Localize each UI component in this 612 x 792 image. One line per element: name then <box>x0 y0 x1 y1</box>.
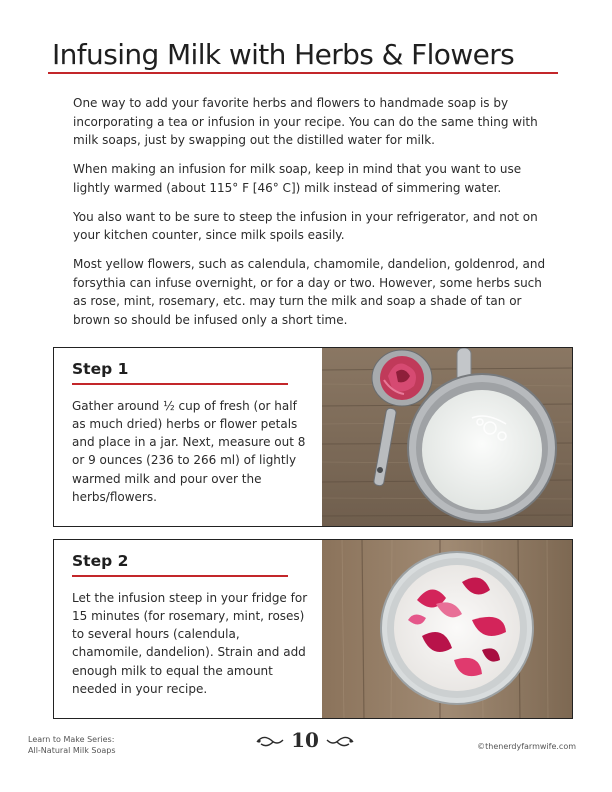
step-2-body: Let the infusion steep in your fridge for 15 minutes (for rosemary, mint, roses) to several hours (calendula, chamomile, dandelion). Strain and add enough milk to equal the amount needed in your recipe. <box>72 590 308 696</box>
intro-paragraph: Most yellow flowers, such as calendula, chamomile, dandelion, goldenrod, and forsythia can infuse overnight, or for a day or two. However, some herbs such as rose, mint, rosemary, etc. may turn the milk and soap a shade of tan or brown so should be infused only a short time. <box>73 256 546 328</box>
step-1-card <box>53 347 573 527</box>
step-1-body: Gather around ½ cup of fresh (or half as much dried) herbs or flower petals and place in a jar. Next, measure out 8 or 9 ounces (236 to 266 ml) of lightly warmed milk and pour over the herbs/flowers. <box>72 398 306 504</box>
milk-saucepan-with-rose-petals-illustration <box>322 348 572 526</box>
page-title: Infusing Milk with Herbs & Flowers <box>52 38 515 71</box>
intro-paragraph: One way to add your favorite herbs and flowers to handmade soap is by incorporating a tea or infusion in your recipe. You can do the same thing with milk soaps, just by swapping out the distilled water for milk. <box>73 96 538 148</box>
step-2-card <box>53 539 573 719</box>
step-1-title: Step 1 <box>72 360 129 378</box>
title-underline <box>48 72 558 74</box>
milk-jar-photo <box>322 540 572 718</box>
series-label <box>28 734 116 756</box>
page-number: 10 <box>291 728 319 752</box>
series-line-2: All-Natural Milk Soaps <box>28 746 116 755</box>
page-number-ornament <box>255 728 355 754</box>
intro-paragraph: When making an infusion for milk soap, keep in mind that you want to use lightly warmed (about 115° F [46° C]) milk instead of simmering water. <box>73 162 522 195</box>
milk-saucepan-photo <box>322 348 572 526</box>
step-2-title: Step 2 <box>72 552 129 570</box>
step-2-underline <box>72 575 288 577</box>
step-1-underline <box>72 383 288 385</box>
website-credit[interactable]: ©thenerdyfarmwife.com <box>477 742 576 751</box>
intro-section <box>73 94 553 340</box>
series-line-1: Learn to Make Series: <box>28 735 115 744</box>
jar-of-milk-with-rose-petals-illustration <box>322 540 572 718</box>
intro-paragraph: You also want to be sure to steep the infusion in your refrigerator, and not on your kitchen counter, since milk spoils easily. <box>73 209 538 243</box>
